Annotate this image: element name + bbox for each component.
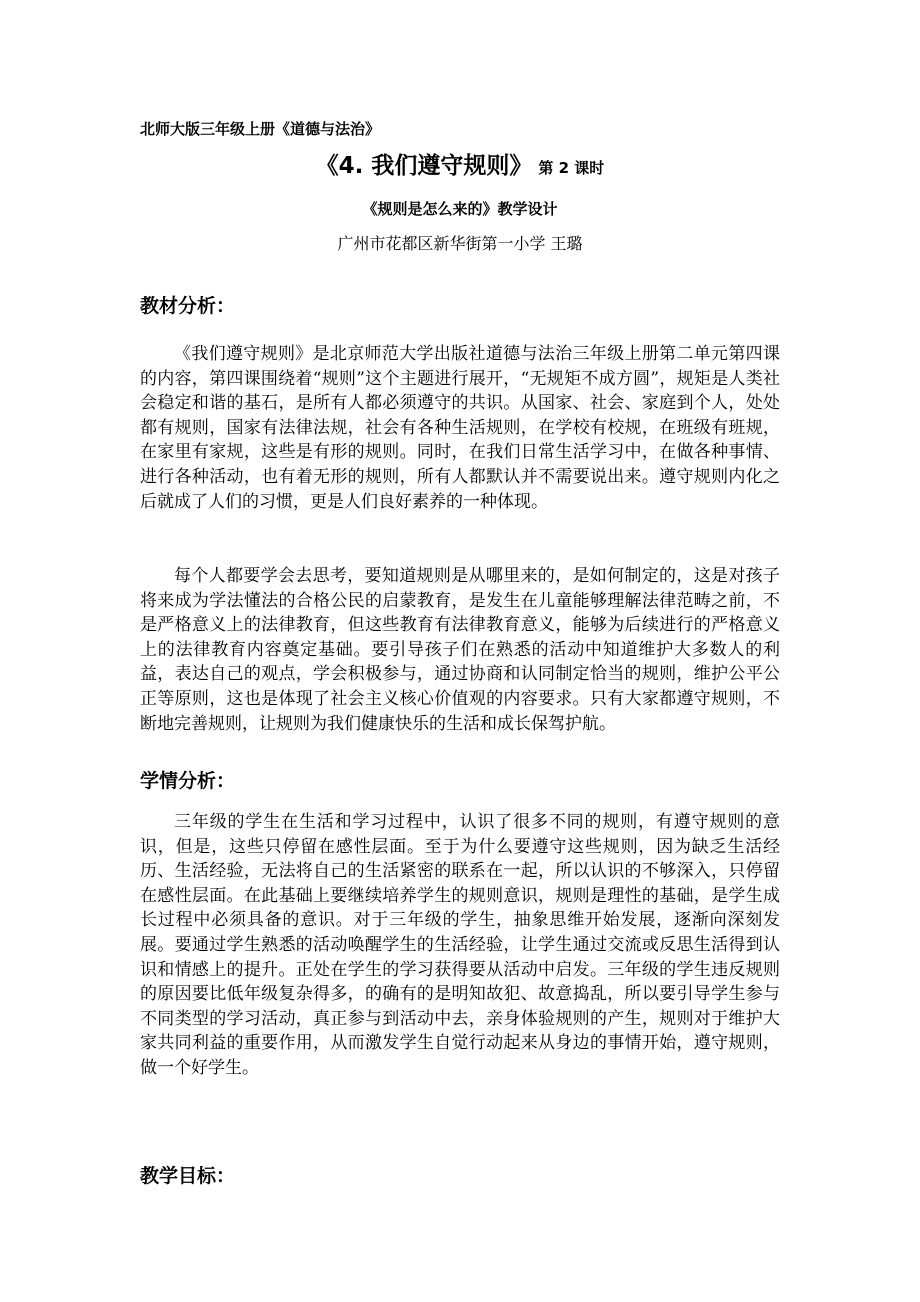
paragraph-textbook-analysis-2: 每个人都要学会去思考，要知道规则是从哪里来的，是如何制定的，这是对孩子将来成为学法懂法的合格公民的启蒙教育，是发生在儿童能够理解法律范畴之前，不是严格意义上的法律教育，但这些教育有法律教育意义，能够为后续进行的严格意义上的法律教育内容奠定基础。要引导孩子们在熟悉的活动中知道维护大多数人的利益，表达自己的观点，学会积极参与，通过协商和认同制定恰当的规则，维护公平公正等原则，这也是体现了社会主义核心价值观的内容要求。只有大家都遵守规则，不断地完善规则，让规则为我们健康快乐的生活和成长保驾护航。 <box>140 566 780 734</box>
section-heading-student-analysis: 学情分析： <box>140 770 236 792</box>
lesson-period: 第 2 课时 <box>538 159 605 177</box>
title-line <box>0 150 920 182</box>
section-heading-teaching-goals: 教学目标： <box>140 1165 236 1187</box>
lesson-title: 《4. 我们遵守规则》 <box>315 153 533 179</box>
paragraph-student-analysis-1: 三年级的学生在生活和学习过程中，认识了很多不同的规则，有遵守规则的意识，但是，这些只停留在感性层面。至于为什么要遵守这些规则，因为缺乏生活经历、生活经验，无法将自己的生活紧密的联系在一起，所以认识的不够深入，只停留在感性层面。在此基础上要继续培养学生的规则意识，规则是理性的基础，是学生成长过程中必须具备的意识。对于三年级的学生，抽象思维开始发展，逐渐向深刻发展。要通过学生熟悉的活动唤醒学生的生活经验，让学生通过交流或反思生活得到认识和情感上的提升。正处在学生的学习获得要从活动中启发。三年级的学生违反规则的原因要比低年级复杂得多，的确有的是明知故犯、故意捣乱，所以要引导学生参与不同类型的学习活动，真正参与到活动中去，亲身体验规则的产生，规则对于维护大家共同利益的重要作用，从而激发学生自觉行动起来从身边的事情开始，遵守规则，做一个好学生。 <box>140 812 780 1078</box>
series-label: 北师大版三年级上册《道德与法治》 <box>140 120 381 138</box>
section-heading-textbook-analysis: 教材分析： <box>140 295 236 317</box>
design-subtitle: 《规则是怎么来的》教学设计 <box>362 200 558 218</box>
paragraph-textbook-analysis-1: 《我们遵守规则》是北京师范大学出版社道德与法治三年级上册第二单元第四课的内容，第四课围绕着“规则”这个主题进行展开，“无规矩不成方圆”，规矩是人类社会稳定和谐的基石，是所有人都必须遵守的共识。从国家、社会、家庭到个人，处处都有规则，国家有法律法规，社会有各种生活规则，在学校有校规，在班级有班规，在家里有家规，这些是有形的规则。同时，在我们日常生活学习中，在做各种事情、进行各种活动，也有着无形的规则，所有人都默认并不需要说出来。遵守规则内化之后就成了人们的习惯，更是人们良好素养的一种体现。 <box>140 344 780 512</box>
author-line: 广州市花都区新华街第一小学 王璐 <box>337 234 583 253</box>
